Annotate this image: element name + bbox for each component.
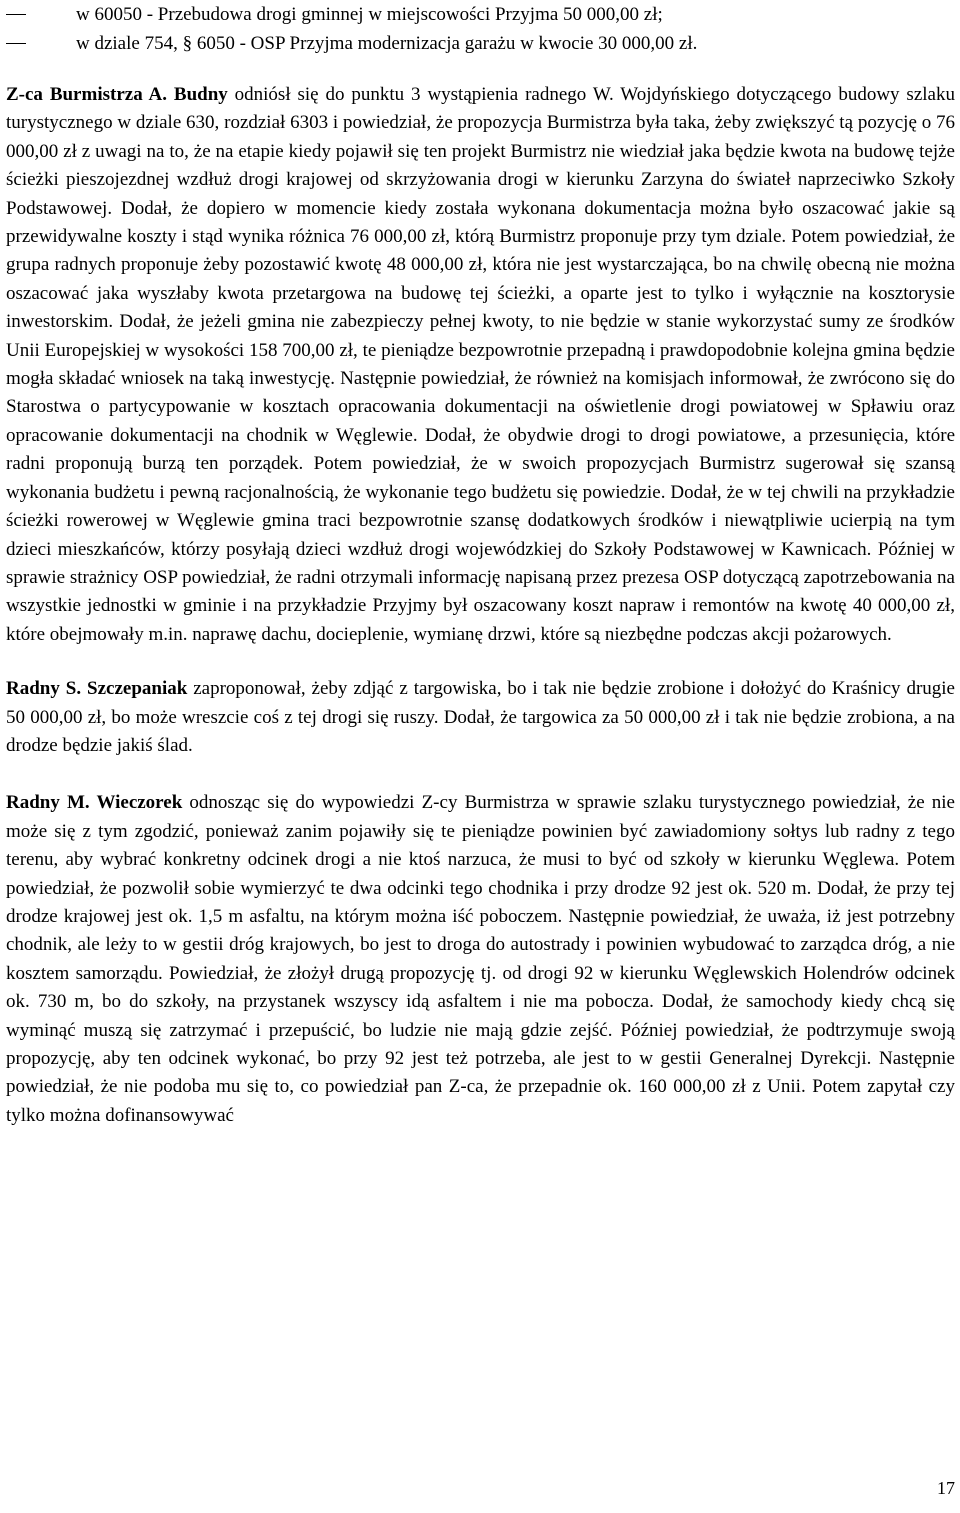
speaker-name: Radny M. Wieczorek <box>6 792 183 814</box>
paragraph-text: odnosząc się do wypowiedzi Z-cy Burmistrza w sprawie szlaku turystycznego powiedział, że nie może się z tym zgodzić, ponieważ zanim pojawiły się te pieniądze powinien być zawiadomiony sołtys lub radny z tego terenu, aby wybrać konkretny odcinek drogi a nie ktoś narzuca, że musi to być od szkoły w kierunku Węglewa. Potem powiedział, że pozwolił sobie wymierzyć te dwa odcinki tego chodnika i przy drodze 92 jest ok. 520 m. Dodał, że przy tej drodze krajowej jest ok. 1,5 m asfaltu, na którym można iść poboczem. Następnie powiedział, że uważa, iż jest potrzebny chodnik, ale leży to w gestii dróg krajowych, bo jest to droga do autostrady i powinien wybudować to zarządca dróg, a nie kosztem samorządu. Powiedział, że złożył drugą propozycję tj. od drogi 92 w kierunku Węglewskich Holendrów odcinek ok. 730 m, bo do szkoły, na przystanek wszyscy idą asfaltem i nie ma pobocza. Dodał, że samochody kiedy chcą się wyminąć muszą się zatrzymać i przepuścić, bo ludzie nie mają gdzie zejść. Później powiedział, że podtrzymuje swoją propozycję, aby ten odcinek wykonać, bo przy 92 jest też potrzeba, ale jest to w gestii Generalnej Dyrekcji. Następnie powiedział, że nie podoba mu się to, co powiedział pan Z-ca, że przepadnie ok. 160 000,00 zł z Unii. Potem zapytał czy tylko można dofinansowywać <box>6 792 955 1126</box>
bullet-text: w dziale 754, § 6050 - OSP Przyjma modernizacja garażu w kwocie 30 000,00 zł. <box>76 33 698 54</box>
paragraph-text: odniósł się do punktu 3 wystąpienia radnego W. Wojdyńskiego dotyczącego budowy szlaku turystycznego w dziale 630, rozdział 6303 i powiedział, że propozycja Burmistrza była taka, żeby zwiększyć tą pozycję o 76 000,00 zł z uwagi na to, że na etapie kiedy pojawił się ten projekt Burmistrz nie wiedział jaka będzie kwota na budowę tejże ścieżki pieszojezdnej wzdłuż drogi krajowej od skrzyżowania drogi w kierunku Zarzyna do świateł naprzeciwko Szkoły Podstawowej. Dodał, że dopiero w momencie kiedy została wykonana dokumentacja można było oszacować jakie są przewidywalne koszty i stąd wynika różnica 76 000,00 zł, którą Burmistrz proponuje przy tym dziale. Potem powiedział, że grupa radnych proponuje żeby pozostawić kwotę 48 000,00 zł, która nie jest wystarczająca, bo na chwilę obecną nie można oszacować jaka wyszłaby kwota przetargowa na budowę tej ścieżki, a oparte jest to tylko i wyłącznie na kosztorysie inwestorskim. Dodał, że jeżeli gmina nie zabezpieczy pełnej kwoty, to nie będzie w stanie wykorzystać sumy ze środków Unii Europejskiej w wysokości 158 700,00 zł, te pieniądze bezpowrotnie przepadną i prawdopodobnie kolejna gmina będzie mogła składać wniosek na taką inwestycję. Następnie powiedział, że również na komisjach informował, że zwrócono się do Starostwa o partycypowanie w kosztach opracowania dokumentacji na oświetlenie drogi powiatowej w Spławiu oraz opracowanie dokumentacji na chodnik w Węglewie. Dodał, że obydwie drogi to drogi powiatowe, a przesunięcia, które radni proponują burzą ten porządek. Potem powiedział, że w swoich propozycjach Burmistrz sugerował się szansą wykonania budżetu i pewną racjonalnością, że wykonanie tego budżetu się powiedzie. Dodał, że w tej chwili na przykładzie ścieżki rowerowej w Węglewie gmina traci bezpowrotnie szansę dodatkowych środków i niewątpliwie ucierpią na tym dzieci mieszkańców, którzy posyłają dzieci wzdłuż drogi wojewódzkiej do Szkoły Podstawowej w Kawnicach. Później w sprawie strażnicy OSP powiedział, że radni otrzymali informację napisaną przez prezesa OSP dotyczącą zapotrzebowania na wszystkie jednostki w gminie i na przykładzie Przyjmy był oszacowany koszt napraw i remontów na kwotę 40 000,00 zł, które obejmowały m.in. naprawę dachu, docieplenie, wymianę drzwi, które są niezbędne podczas akcji pożarowych. <box>6 84 955 645</box>
speaker-name: Z-ca Burmistrza A. Budny <box>6 84 228 105</box>
bullet-item <box>6 29 955 58</box>
paragraph-deputy-mayor <box>6 81 955 649</box>
paragraph-councillor-wieczorek <box>6 789 955 1130</box>
paragraph-text: zaproponował, żeby zdjąć z targowiska, bo i tak nie będzie zrobione i dołożyć do Kraśnicy drugie 50 000,00 zł, bo może wreszcie coś z tej drogi się ruszy. Dodał, że targowica za 50 000,00 zł i tak nie będzie zrobiona, a na drodze będzie jakiś ślad. <box>6 678 955 756</box>
bullet-text: w 60050 - Przebudowa drogi gminnej w miejscowości Przyjma 50 000,00 zł; <box>76 4 663 25</box>
page-number: 17 <box>937 1478 955 1498</box>
paragraph-councillor-szczepaniak <box>6 675 955 760</box>
bullet-list <box>6 0 955 58</box>
bullet-item <box>6 0 955 29</box>
speaker-name: Radny S. Szczepaniak <box>6 678 188 700</box>
